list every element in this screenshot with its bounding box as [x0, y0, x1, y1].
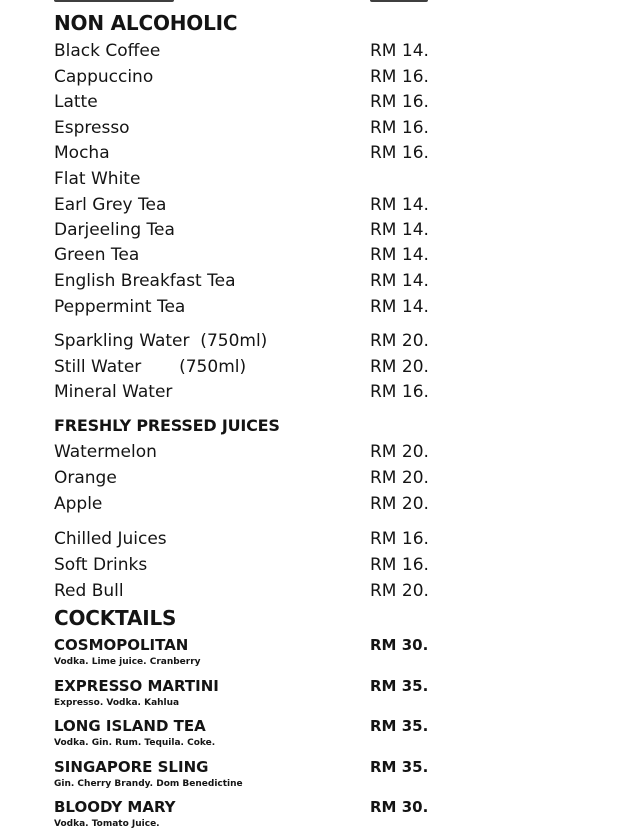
cocktail-price: RM 35. — [370, 717, 429, 735]
item-price: RM 16. — [370, 67, 429, 87]
item-price: RM 20. — [370, 494, 429, 514]
item-name: Earl Grey Tea — [54, 195, 167, 215]
cocktail-name: COSMOPOLITAN — [54, 636, 189, 654]
item-name: Green Tea — [54, 245, 140, 265]
item-name: Red Bull — [54, 581, 124, 601]
item-price: RM 16. — [370, 555, 429, 575]
item-name: Flat White — [54, 169, 141, 189]
item-price: RM 16. — [370, 118, 429, 138]
menu-row — [0, 355, 623, 379]
menu-row — [0, 243, 623, 267]
item-price: RM 14. — [370, 271, 429, 291]
item-name: Watermelon — [54, 442, 157, 462]
cocktail-description: Vodka. Tomato Juice. — [54, 819, 160, 829]
menu-row — [0, 218, 623, 242]
menu-row — [0, 466, 623, 490]
item-price: RM 20. — [370, 581, 429, 601]
item-name: English Breakfast Tea — [54, 271, 236, 291]
item-price: RM 14. — [370, 220, 429, 240]
menu-row — [0, 141, 623, 165]
cocktail-item — [0, 797, 623, 837]
cocktail-item — [0, 676, 623, 716]
menu-row — [0, 329, 623, 353]
item-price: RM 14. — [370, 195, 429, 215]
cocktail-item — [0, 757, 623, 797]
item-name: Still Water (750ml) — [54, 357, 247, 377]
menu-row — [0, 269, 623, 293]
cocktail-name: BLOODY MARY — [54, 798, 176, 816]
item-name: Cappuccino — [54, 67, 154, 87]
item-name: Sparkling Water (750ml) — [54, 331, 268, 351]
item-name: Orange — [54, 468, 117, 488]
cocktail-item — [0, 635, 623, 675]
menu-row — [0, 116, 623, 140]
menu-row — [0, 90, 623, 114]
item-name: Chilled Juices — [54, 529, 167, 549]
item-name: Latte — [54, 92, 98, 112]
item-price: RM 14. — [370, 245, 429, 265]
item-price: RM 14. — [370, 297, 429, 317]
item-price: RM 16. — [370, 529, 429, 549]
cocktail-description: Expresso. Vodka. Kahlua — [54, 698, 180, 708]
menu-row — [0, 492, 623, 516]
cocktail-price: RM 35. — [370, 677, 429, 695]
item-price: RM 16. — [370, 92, 429, 112]
cocktail-description: Gin. Cherry Brandy. Dom Benedictine — [54, 779, 243, 789]
item-name: Soft Drinks — [54, 555, 148, 575]
menu-row — [0, 167, 623, 191]
section-heading-non-alcoholic: NON ALCOHOLIC — [54, 11, 238, 35]
cut-off-item-text — [54, 0, 174, 2]
section-heading-juices: FRESHLY PRESSED JUICES — [54, 416, 280, 435]
item-price: RM 16. — [370, 382, 429, 402]
menu-row — [0, 527, 623, 551]
menu-row — [0, 295, 623, 319]
menu-row — [0, 380, 623, 404]
item-name: Peppermint Tea — [54, 297, 186, 317]
cocktail-price: RM 30. — [370, 798, 429, 816]
cut-off-price-text — [370, 0, 428, 2]
item-name: Apple — [54, 494, 103, 514]
item-price: RM 14. — [370, 41, 429, 61]
item-name: Mocha — [54, 143, 110, 163]
cocktail-item — [0, 716, 623, 756]
cocktail-price: RM 35. — [370, 758, 429, 776]
cocktail-name: LONG ISLAND TEA — [54, 717, 206, 735]
cocktail-price: RM 30. — [370, 636, 429, 654]
cocktail-name: EXPRESSO MARTINI — [54, 677, 219, 695]
menu-row — [0, 193, 623, 217]
item-price: RM 20. — [370, 331, 429, 351]
item-name: Darjeeling Tea — [54, 220, 175, 240]
cocktail-description: Vodka. Lime juice. Cranberry — [54, 657, 201, 667]
item-name: Mineral Water — [54, 382, 173, 402]
item-price: RM 20. — [370, 357, 429, 377]
cocktail-name: SINGAPORE SLING — [54, 758, 209, 776]
section-heading-cocktails: COCKTAILS — [54, 606, 177, 630]
item-name: Black Coffee — [54, 41, 161, 61]
menu-row — [0, 65, 623, 89]
menu-row — [0, 39, 623, 63]
cocktail-description: Vodka. Gin. Rum. Tequila. Coke. — [54, 738, 216, 748]
item-price: RM 16. — [370, 143, 429, 163]
item-name: Espresso — [54, 118, 130, 138]
item-price: RM 20. — [370, 442, 429, 462]
item-price: RM 20. — [370, 468, 429, 488]
menu-row — [0, 553, 623, 577]
menu-row — [0, 579, 623, 603]
menu-row — [0, 440, 623, 464]
